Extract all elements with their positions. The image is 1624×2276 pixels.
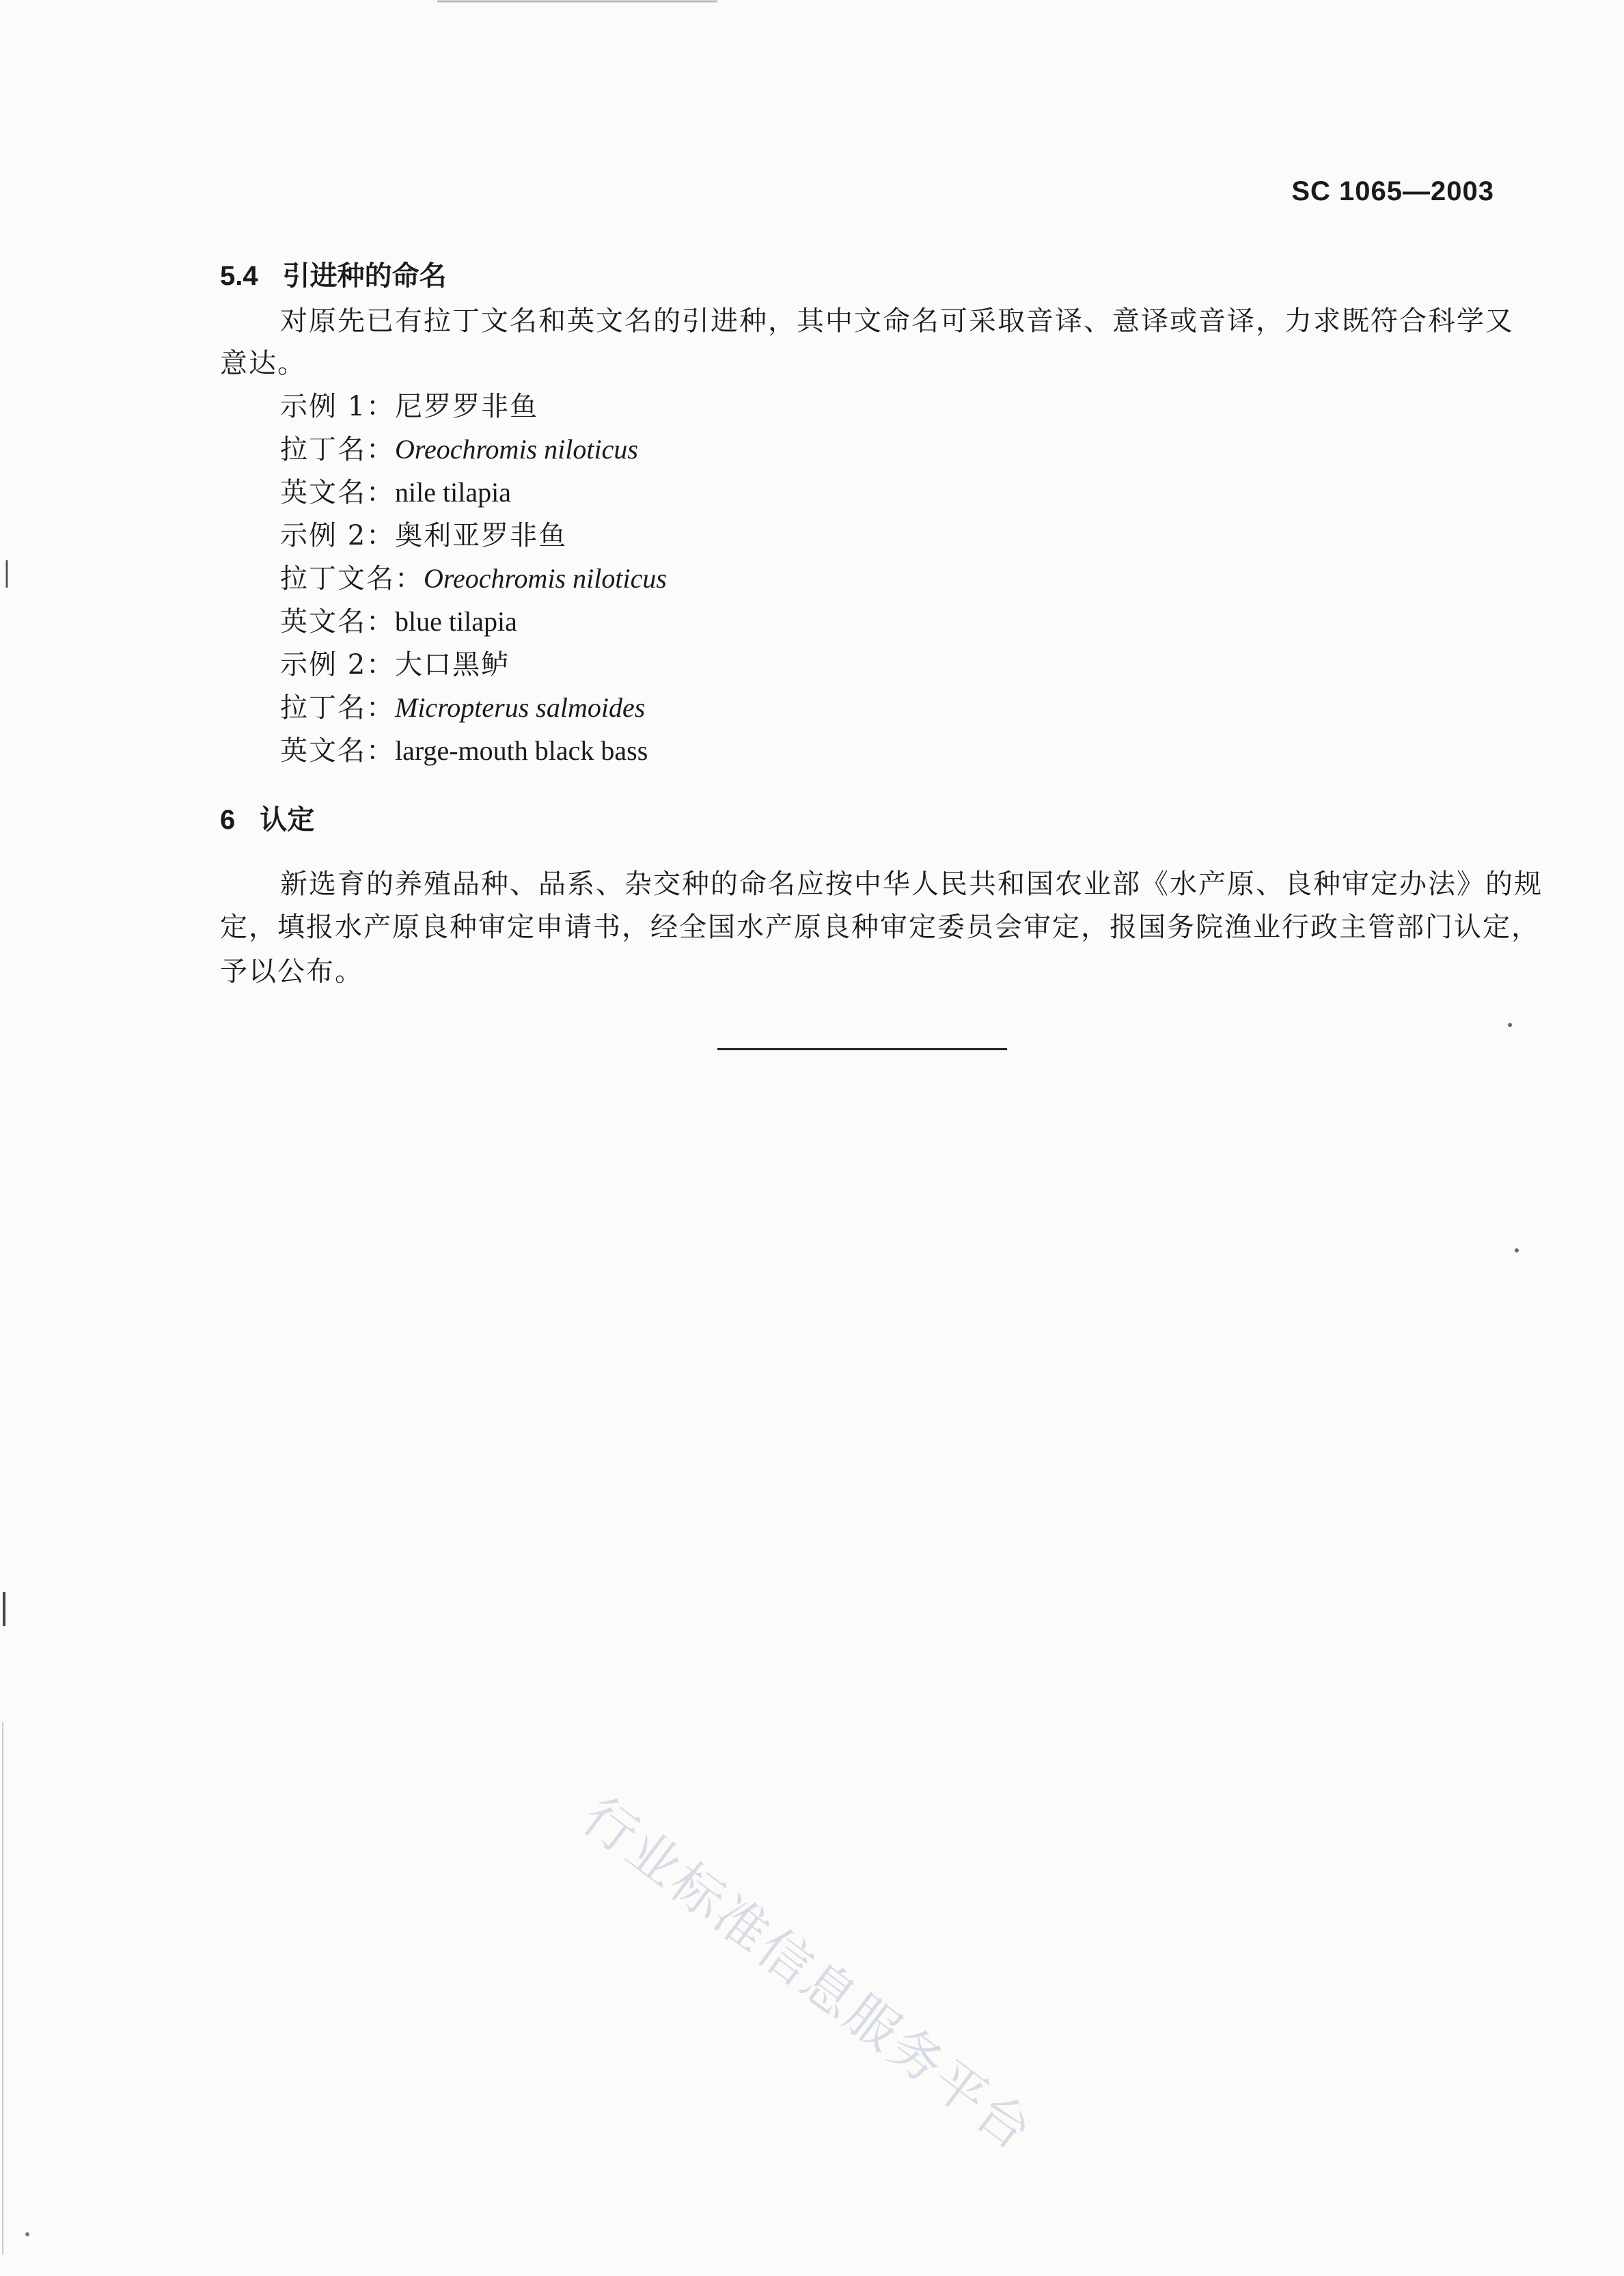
latin-label: 拉丁名：	[280, 434, 395, 465]
section-title: 认定	[260, 804, 315, 836]
latin-label: 拉丁名：	[280, 692, 395, 724]
standard-code: SC 1065—2003	[1291, 176, 1494, 206]
section-6-paragraph-line-2: 定，填报水产原良种审定申请书，经全国水产原良种审定委员会审定，报国务院渔业行政主管部门认定，	[220, 911, 1540, 943]
section-5-4-paragraph-line-2: 意达。	[220, 348, 306, 379]
latin-name: Micropterus salmoides	[395, 692, 646, 723]
section-number: 6	[220, 805, 236, 835]
english-label: 英文名：	[280, 606, 395, 637]
latin-name: Oreochromis niloticus	[424, 563, 667, 594]
example-label: 示例 2：	[280, 649, 396, 681]
example-name: 尼罗罗非鱼	[395, 391, 539, 422]
english-name: blue tilapia	[395, 606, 517, 637]
english-name: nile tilapia	[395, 477, 511, 508]
section-number: 5.4	[220, 261, 258, 291]
section-title: 引进种的命名	[282, 260, 447, 292]
english-label: 英文名：	[280, 477, 395, 508]
latin-name: Oreochromis niloticus	[395, 434, 638, 465]
watermark: 行业标准信息服务平台	[571, 1785, 1045, 2163]
example-name: 奥利亚罗非鱼	[395, 520, 568, 551]
example-label: 示例 2：	[280, 520, 396, 551]
example-name: 大口黑鲈	[395, 649, 510, 681]
section-5-4-paragraph-line-1: 对原先已有拉丁文名和英文名的引进种，其中文命名可采取音译、意译或音译，力求既符合科学又	[280, 305, 1514, 337]
example-label: 示例 1：	[280, 391, 396, 422]
section-6-paragraph-line-1: 新选育的养殖品种、品系、杂交种的命名应按中华人民共和国农业部《水产原、良种审定办法》的规	[280, 868, 1543, 900]
latin-label: 拉丁文名：	[280, 563, 424, 594]
english-name: large-mouth black bass	[395, 735, 648, 766]
section-6-paragraph-line-3: 予以公布。	[220, 956, 363, 987]
english-label: 英文名：	[280, 735, 395, 767]
